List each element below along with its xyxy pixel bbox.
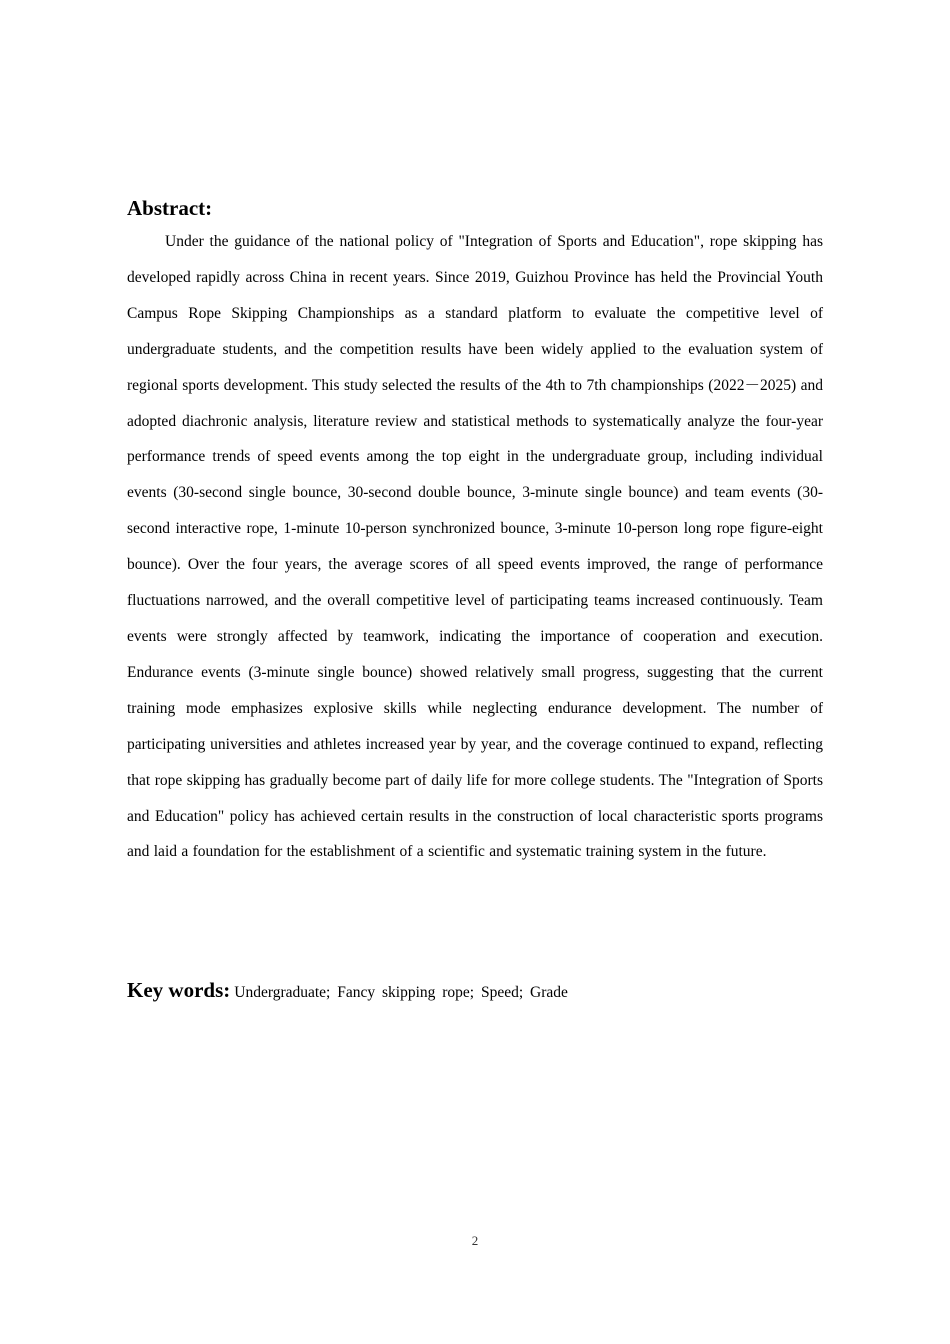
page-number: 2 bbox=[471, 1233, 479, 1248]
keywords-line bbox=[127, 978, 568, 1003]
abstract-body: Under the guidance of the national policy of "Integration of Sports and Education", rope skipping has developed rapidly across China in recent years. Since 2019, Guizhou Province has held the Provincial Youth Campus Rope Skipping Championships as a standard platform to evaluate the competitive level of undergraduate students, and the competition results have been widely applied to the evaluation system of regional sports development. This study selected the results of the 4th to 7th championships (2022－2025) and adopted diachronic analysis, literature review and statistical methods to systematically analyze the four-year performance trends of speed events among the top eight in the undergraduate group, including individual events (30-second single bounce, 30-second double bounce, 3-minute single bounce) and team events (30-second interactive rope, 1-minute 10-person synchronized bounce, 3-minute 10-person long rope figure-eight bounce). Over the four years, the average scores of all speed events improved, the range of performance fluctuations narrowed, and the overall competitive level of participating teams increased continuously. Team events were strongly affected by teamwork, indicating the importance of cooperation and execution. Endurance events (3-minute single bounce) showed relatively small progress, suggesting that the current training mode emphasizes explosive skills while neglecting endurance development. The number of participating universities and athletes increased year by year, and the coverage continued to expand, reflecting that rope skipping has gradually become part of daily life for more college students. The "Integration of Sports and Education" policy has achieved certain results in the construction of local characteristic sports programs and laid a foundation for the establishment of a scientific and systematic training system in the future. bbox=[127, 233, 823, 861]
abstract-heading: Abstract: bbox=[127, 196, 213, 220]
keywords-label: Key words: bbox=[127, 978, 231, 1002]
keywords-list: Undergraduate; Fancy skipping rope; Speed; Grade bbox=[234, 984, 568, 1001]
